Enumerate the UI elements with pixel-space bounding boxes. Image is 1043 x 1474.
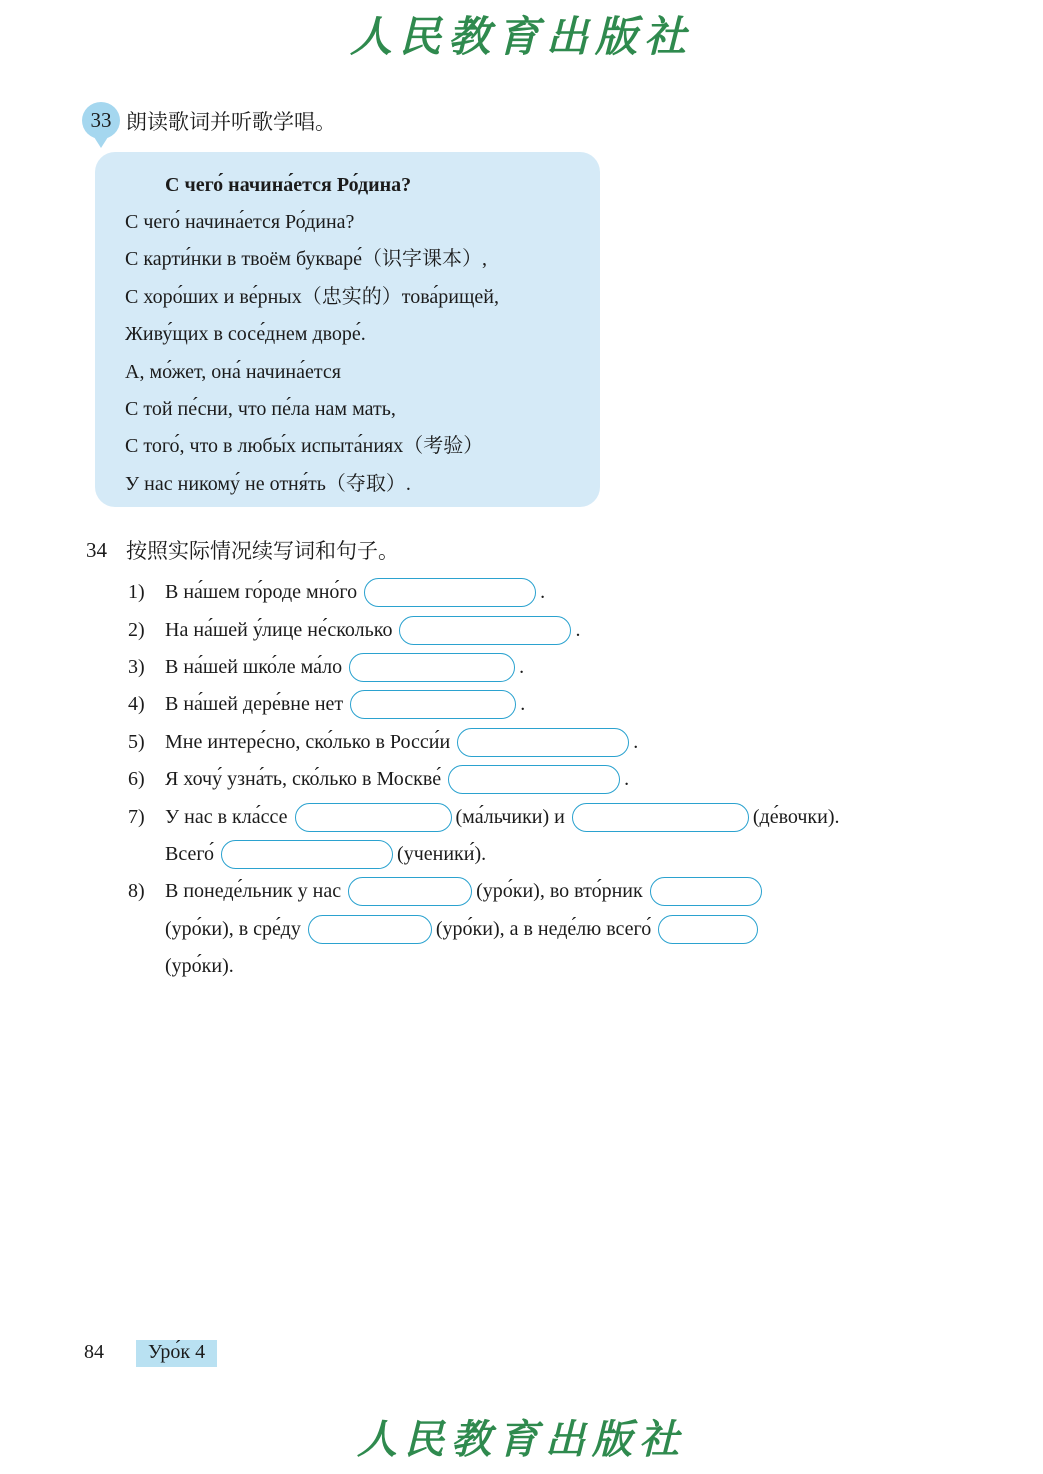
answer-blank[interactable]: [650, 877, 762, 906]
answer-blank[interactable]: [350, 690, 516, 719]
item-number: 7): [128, 805, 145, 828]
exercise-item-row: [128, 686, 1028, 723]
item-number: 8): [128, 880, 145, 903]
item-number: 4): [128, 693, 145, 716]
song-line: С хоро́ших и ве́рных（忠实的）това́рищей,: [125, 285, 499, 308]
exercise-33-title: 朗读歌词并听歌学唱。: [126, 109, 336, 134]
song-line: У нас никому́ не отня́ть（夺取）.: [125, 472, 411, 495]
song-lyrics-box: [95, 152, 600, 507]
item-text: (де́вочки).: [752, 805, 840, 828]
exercise-item-row: [128, 611, 1028, 648]
song-title: С чего́ начина́ется Ро́дина?: [165, 174, 412, 196]
exercise-item-row: [128, 724, 1028, 761]
item-text: (уро́ки), в сре́ду: [165, 917, 301, 940]
answer-blank[interactable]: [295, 803, 452, 832]
exercise-34-number: 34: [86, 537, 107, 562]
exercise-item-row: [128, 836, 1028, 873]
song-line: С чего́ начина́ется Ро́дина?: [125, 211, 355, 233]
answer-blank[interactable]: [448, 765, 620, 794]
exercise-item-row: [128, 574, 1028, 611]
item-number: 3): [128, 655, 145, 678]
exercise-item-row: [128, 798, 1028, 835]
exercise-33-header: [82, 102, 336, 139]
lesson-label: Уро́к 4: [136, 1340, 217, 1367]
exercise-34-title: 按照实际情况续写词和句子。: [126, 539, 399, 563]
exercise-34-header: [86, 535, 399, 565]
exercise-34-items: [128, 574, 1028, 985]
item-text: Мне интере́сно, ско́лько в Росси́и: [165, 730, 451, 753]
page-number: 84: [84, 1341, 104, 1363]
item-text: В понеде́льник у нас: [165, 880, 342, 903]
answer-blank[interactable]: [399, 616, 571, 645]
exercise-item-row: [128, 948, 1028, 985]
answer-blank[interactable]: [221, 840, 393, 869]
item-text: Я хочу́ узна́ть, ско́лько в Москве́: [165, 768, 442, 791]
item-text: .: [519, 655, 525, 678]
exercise-item-row: [128, 873, 1028, 910]
item-number: 1): [128, 581, 145, 604]
item-text: Всего́: [165, 842, 215, 865]
exercise-item-row: [128, 649, 1028, 686]
item-text: (уро́ки), во вто́рник: [476, 880, 643, 903]
answer-blank[interactable]: [348, 877, 472, 906]
song-line: Живу́щих в сосе́днем дворе́.: [125, 323, 366, 346]
song-line: С той пе́сни, что пе́ла нам мать,: [125, 398, 396, 421]
item-text: .: [575, 618, 581, 641]
exercise-33-number: 33: [90, 108, 112, 132]
song-line: С карти́нки в твоём букваре́（识字课本）,: [125, 248, 488, 271]
item-text: .: [540, 581, 546, 604]
exercise-item-row: [128, 761, 1028, 798]
answer-blank[interactable]: [658, 915, 758, 944]
item-text: (уро́ки).: [165, 955, 234, 978]
item-number: 6): [128, 768, 145, 791]
answer-blank[interactable]: [308, 915, 432, 944]
item-text: В на́шем го́роде мно́го: [165, 581, 358, 604]
song-line: А, мо́жет, она́ начина́ется: [125, 360, 341, 383]
publisher-logo-bottom: 人民教育出版社: [357, 1417, 686, 1462]
item-number: 5): [128, 730, 145, 753]
item-text: .: [624, 768, 630, 791]
item-text: В на́шей дере́вне нет: [165, 693, 344, 716]
item-text: (ма́льчики) и: [455, 805, 565, 828]
publisher-logo-top: 人民教育出版社: [349, 15, 693, 61]
item-text: .: [520, 693, 526, 716]
song-line: С того́, что в любы́х испыта́ниях（考验）: [125, 435, 484, 458]
item-text: В на́шей шко́ле ма́ло: [165, 655, 343, 678]
item-number: 2): [128, 618, 145, 641]
item-text: .: [633, 730, 639, 753]
item-text: (уро́ки), а в неде́лю всего́: [435, 917, 652, 940]
exercise-item-row: [128, 911, 1028, 948]
item-text: На на́шей у́лице не́сколько: [165, 618, 393, 641]
item-text: У нас в кла́ссе: [165, 805, 288, 828]
item-text: (ученики́).: [397, 842, 487, 865]
answer-blank[interactable]: [349, 653, 515, 682]
exercise-33-badge: [82, 102, 120, 139]
answer-blank[interactable]: [457, 728, 629, 757]
answer-blank[interactable]: [572, 803, 749, 832]
answer-blank[interactable]: [364, 578, 536, 607]
